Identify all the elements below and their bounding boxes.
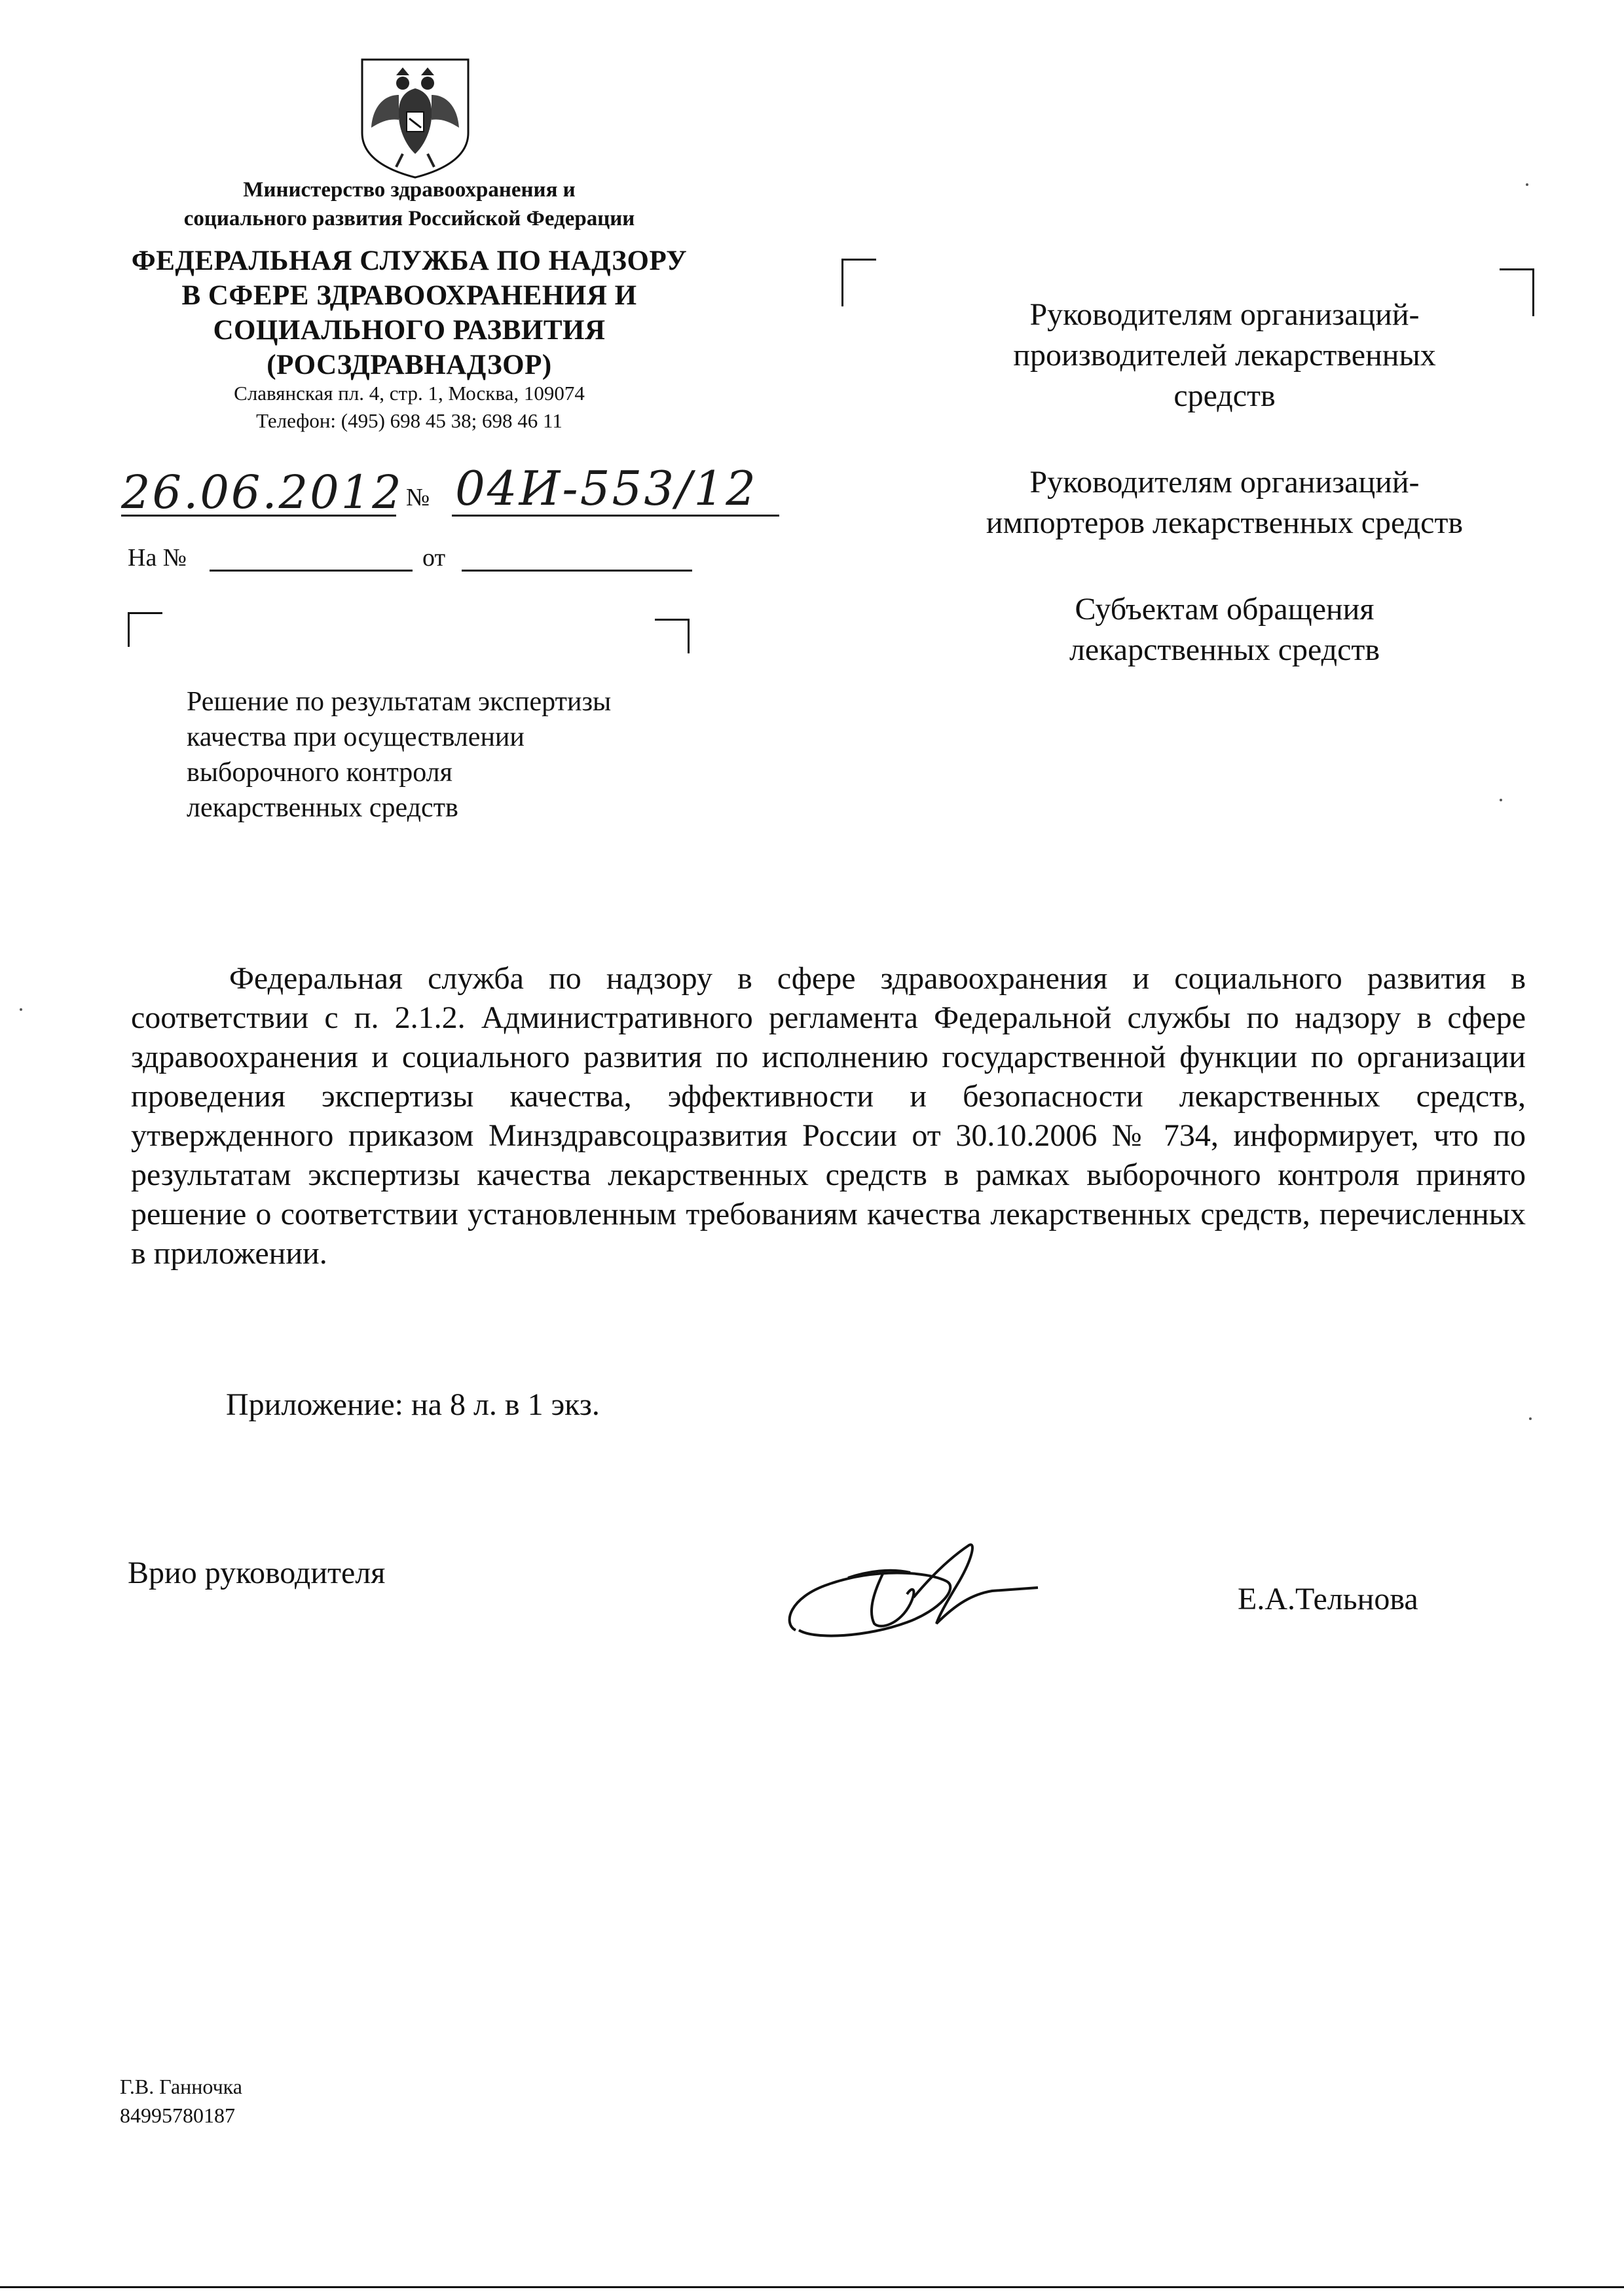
recipient-line: Субъектам обращения — [1075, 592, 1375, 627]
scan-speck — [1500, 799, 1502, 801]
subject-corner-left — [128, 612, 162, 647]
reply-to-number-field — [210, 547, 413, 572]
reply-from-label: от — [422, 544, 446, 572]
subject-line: качества при осуществлении — [187, 722, 525, 752]
ministry-name — [121, 175, 697, 233]
appendix-note: Приложение: на 8 л. в 1 экз. — [226, 1387, 600, 1422]
subject-line: лекарственных средств — [187, 793, 458, 823]
coat-of-arms-icon — [357, 56, 473, 180]
ministry-line: социального развития Российской Федерации — [183, 207, 635, 230]
subject-corner-right — [655, 619, 690, 653]
recipient-line: Руководителям организаций- — [1029, 465, 1420, 500]
scan-speck — [1526, 183, 1528, 186]
registration-number-underline — [452, 515, 779, 517]
recipient-line: средств — [1173, 378, 1276, 413]
recipient-line: производителей лекарственных — [1013, 338, 1436, 373]
registration-date-underline — [121, 515, 396, 517]
document-subject — [187, 684, 776, 826]
agency-contacts — [121, 380, 697, 435]
executor-info — [120, 2072, 242, 2130]
reply-to-label: На № — [128, 544, 187, 572]
scan-speck — [20, 1008, 22, 1011]
registration-number: 04И-553/12 — [455, 461, 758, 516]
agency-line: В СФЕРЕ ЗДРАВООХРАНЕНИЯ И — [181, 280, 637, 311]
agency-line: СОЦИАЛЬНОГО РАЗВИТИЯ — [213, 315, 606, 346]
agency-name — [121, 244, 697, 382]
agency-line: (РОСЗДРАВНАДЗОР) — [267, 350, 552, 380]
reply-from-date-field — [462, 547, 692, 572]
executor-phone: 84995780187 — [120, 2104, 235, 2127]
recipients-block — [910, 295, 1539, 716]
recipient-corner-left — [841, 259, 876, 306]
scan-speck — [1529, 1417, 1532, 1420]
signatory-name: Е.А.Тельнова — [1238, 1582, 1418, 1616]
recipient-line: Руководителям организаций- — [1029, 297, 1420, 332]
scan-bottom-edge — [0, 2286, 1624, 2288]
ministry-line: Министерство здравоохранения и — [243, 178, 576, 202]
recipient-group — [910, 295, 1539, 416]
signatory-title: Врио руководителя — [128, 1556, 386, 1590]
recipient-line: импортеров лекарственных средств — [986, 505, 1464, 540]
registration-date: 26.06.2012 — [121, 465, 403, 519]
agency-address: Славянская пл. 4, стр. 1, Москва, 109074 — [234, 382, 585, 405]
subject-line: Решение по результатам экспертизы — [187, 687, 612, 717]
body-paragraph: Федеральная служба по надзору в сфере здравоохранения и социального развития в соответствии с п. 2.1.2. Административного регламента Федеральной службы по надзору в сфере здравоохранения и социального развития по исполнению государственной функции по организации проведения экспертизы качества, эффективности и безопасности лекарственных средств, утвержденного приказом Минздравсоцразвития России от 30.10.2006 № 734, информирует, что по результатам экспертизы качества лекарственных средств в рамках выборочного контроля принято решение о соответствии установленным требованиям качества лекарственных средств, перечисленных в приложении. — [131, 961, 1526, 1271]
recipient-group — [910, 462, 1539, 543]
executor-name: Г.В. Ганночка — [120, 2075, 242, 2098]
agency-phone: Телефон: (495) 698 45 38; 698 46 11 — [256, 409, 563, 432]
agency-line: ФЕДЕРАЛЬНАЯ СЛУЖБА ПО НАДЗОРУ — [131, 246, 688, 276]
subject-line: выборочного контроля — [187, 757, 452, 788]
recipient-group — [910, 589, 1539, 670]
registration-number-label: № — [406, 484, 430, 511]
handwritten-signature — [776, 1532, 1051, 1650]
recipient-line: лекарственных средств — [1069, 632, 1380, 667]
